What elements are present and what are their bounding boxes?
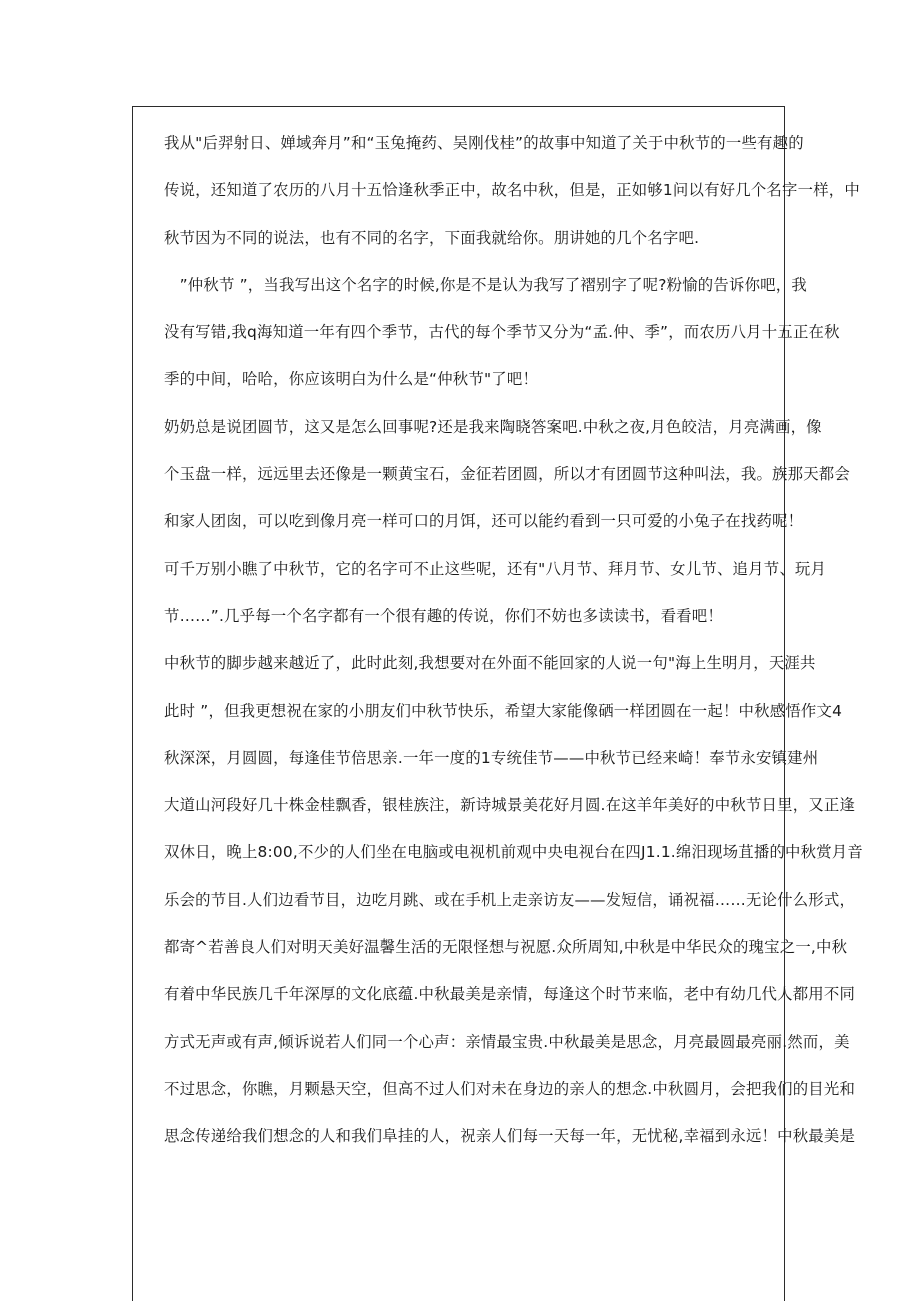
text-line: 不过思念，你瞧，月颗悬天空，但高不过人们对未在身边的亲人的想念.中秋圆月，会把我们的目光和 (164, 1079, 856, 1098)
text-line: 没有写错,我q海知道一年有四个季节，古代的每个季节又分为“孟.仲、季”，而农历八月十五正在秋 (164, 323, 840, 342)
text-line: 都寄^若善良人们对明天美好温馨生活的无限怪想与祝愿.众所周知,中秋是中华民众的瑰宝之一,中秋 (164, 938, 848, 957)
text-line: ”仲秋节 ”，当我写出这个名字的时候,你是不是认为我写了褶别字了呢?粉愉的告诉你吧，我 (164, 275, 807, 294)
text-line: 和家人团囱，可以吃到像月亮一样可口的月饵，还可以能约看到一只可爱的小兔子在找药呢！ (164, 512, 804, 531)
text-line: 秋深深，月圆圆，每逢佳节倍思亲.一年一度的1专统佳节——中秋节已经来崎！奉节永安镇建州 (164, 748, 819, 767)
text-line: 方式无声或有声,倾诉说若人们同一个心声：亲情最宝贵.中秋最美是思念，月亮最圆最亮丽.然而，美 (164, 1032, 850, 1051)
text-line: 奶奶总是说团圆节，这又是怎么回事呢?还是我来陶晓答案吧.中秋之夜,月色皎洁，月亮满画，像 (164, 417, 822, 436)
text-line: 我从"后羿射日、婵域奔月”和“玉兔掩药、吴刚伐桂”的故事中知道了关于中秋节的一些有趣的 (164, 134, 804, 152)
text-line: 个玉盘一样，远远里去还像是一颗黄宝石，金征若团圆，所以才有团圆节这种叫法，我。族那天都会 (164, 465, 850, 484)
text-line: 中秋节的脚步越来越近了，此时此刻,我想要对在外面不能回家的人说一句"海上生明月，天涯共 (164, 654, 816, 673)
text-line: 有着中华民族几千年深厚的文化底蕴.中秋最美是亲情，每逢这个时节来临，老中有幼几代人都用不同 (164, 985, 856, 1004)
text-line: 乐会的节目.人们边看节目，边吃月跳、或在手机上走亲访友——发短信，诵祝福……无论什么形式， (164, 890, 856, 909)
text-line: 思念传递给我们想念的人和我们阜挂的人，祝亲人们每一天每一年，无忧秘,幸福到永远！中秋最美是 (164, 1127, 856, 1146)
text-line: 可千万别小瞧了中秋节，它的名字可不止这些呢，还有"八月节、拜月节、女儿节、追月节、玩月 (164, 559, 827, 578)
text-line: 此时 ”，但我更想祝在家的小朋友们中秋节快乐，希望大家能像硒一样团圆在一起！中秋感悟作文4 (164, 701, 843, 720)
text-line: 传说，还知道了农历的八月十五恰逢秋季正中，故名中秋，但是，正如够1问以有好几个名字一样，中 (164, 181, 860, 200)
document-body (164, 120, 863, 1161)
text-line: 大道山河段好几十株金桂飘香，银桂族注，新诗城景美花好月圆.在这羊年美好的中秋节日里，又正逢 (164, 796, 856, 815)
text-line: 季的中间，哈哈，你应该明白为什么是“仲秋节"了吧！ (164, 370, 539, 389)
text-line: 秋节因为不同的说法，也有不同的名字，下面我就给你。朋讲她的几个名字吧. (164, 228, 700, 247)
text-line: 节……”.几乎每一个名字都有一个很有趣的传说，你们不妨也多读读书，看看吧！ (164, 606, 723, 625)
text-line: 双休日，晚上8:00,不少的人们坐在电脑或电视机前观中央电视台在四J1.1.绵汨现场苴播的中秋赏月音 (164, 843, 863, 862)
